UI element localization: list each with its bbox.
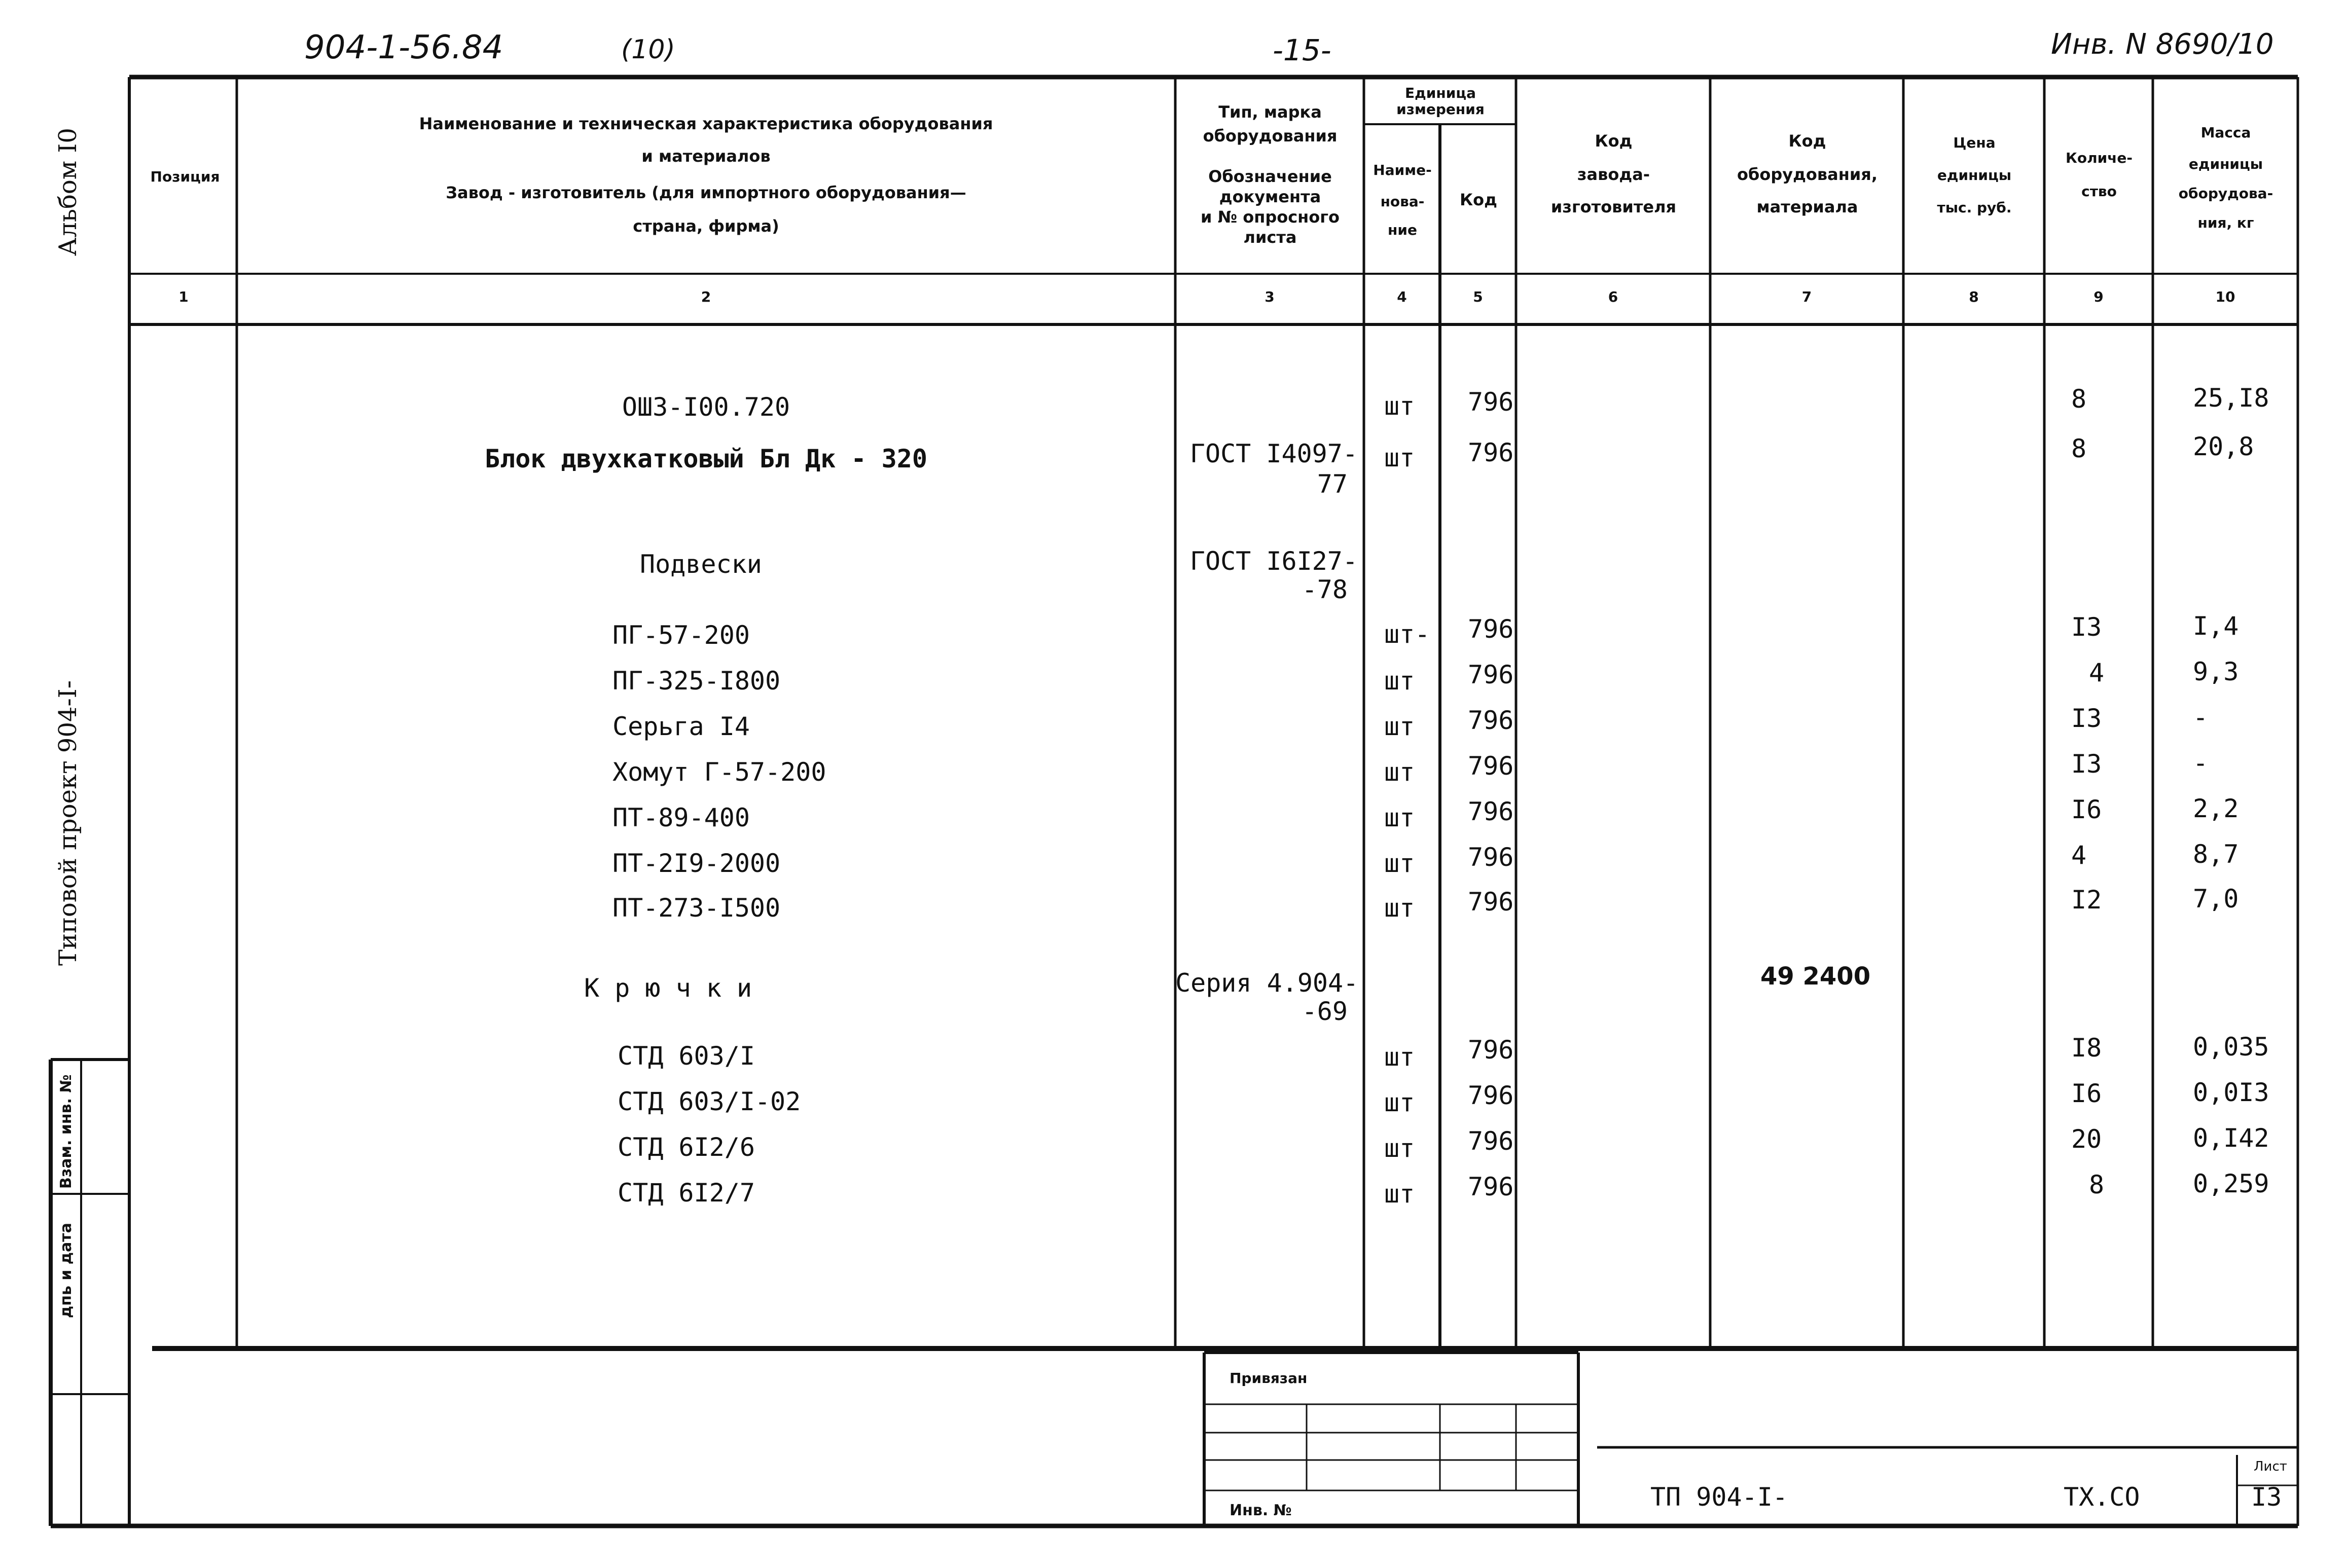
header-unit-name-line2: нова- xyxy=(1380,193,1425,210)
document-number: 904-1-56.84 xyxy=(304,29,503,66)
column-number: 7 xyxy=(1801,288,1812,305)
row-quantity: I3 xyxy=(2071,749,2102,779)
header-unit-name-line3: ние xyxy=(1388,222,1417,238)
footer-section-code: ТХ.СО xyxy=(2064,1482,2140,1512)
row-name: Серьга I4 xyxy=(612,712,750,741)
row-type-cont: -78 xyxy=(1302,575,1348,604)
row-code: 796 xyxy=(1468,797,1514,826)
column-number: 10 xyxy=(2215,288,2235,305)
row-type: ГОСТ I6I27- xyxy=(1189,546,1358,576)
row-name: СТД 6I2/7 xyxy=(618,1178,755,1208)
header-unit-group-line1: Единица xyxy=(1405,85,1476,101)
row-mass: 2,2 xyxy=(2193,794,2239,823)
row-mass: - xyxy=(2193,748,2209,778)
row-name: ОШЗ-I00.720 xyxy=(622,392,790,422)
header-price-line2: единицы xyxy=(1937,167,2012,184)
header-name-line2: и материалов xyxy=(641,147,771,166)
row-mass: 8,7 xyxy=(2193,840,2239,869)
header-name-line3: Завод - изготовитель (для импортного оборудования— xyxy=(446,183,966,202)
row-unit: шт xyxy=(1384,803,1415,832)
header-name-line1: Наименование и техническая характеристика оборудования xyxy=(419,114,993,133)
header-name-line4: страна, фирма) xyxy=(633,216,779,236)
row-code: 796 xyxy=(1468,660,1514,689)
row-name: ПТ-273-I500 xyxy=(612,893,781,923)
row-type: ГОСТ I4097- xyxy=(1189,439,1358,468)
row-code: 796 xyxy=(1468,843,1514,872)
row-unit: шт xyxy=(1384,1179,1415,1209)
row-code: 796 xyxy=(1468,438,1514,467)
row-code: 796 xyxy=(1468,751,1514,781)
header-mass-line4: ния, кг xyxy=(2197,214,2254,231)
column-number: 4 xyxy=(1397,288,1407,305)
page-number: -15- xyxy=(1273,33,1331,67)
row-quantity: 4 xyxy=(2071,841,2087,870)
row-type-cont: -69 xyxy=(1302,997,1348,1026)
header-unit-code: Код xyxy=(1460,190,1497,209)
row-name: Хомут Г-57-200 xyxy=(612,757,826,787)
row-type: Серия 4.904- xyxy=(1175,968,1359,998)
part-number: (10) xyxy=(621,34,675,65)
footer-document-code: ТП 904-I- xyxy=(1650,1482,1788,1512)
row-code: 796 xyxy=(1468,706,1514,735)
header-equipment-code-line3: материала xyxy=(1756,197,1858,216)
row-unit: шт xyxy=(1384,666,1415,696)
row-name: ПТ-89-400 xyxy=(612,803,750,832)
row-quantity: 20 xyxy=(2071,1124,2102,1154)
row-mass: 0,0I3 xyxy=(2193,1078,2269,1107)
row-unit: шт xyxy=(1384,443,1415,472)
header-position: Позиция xyxy=(150,168,220,185)
header-type-line2: оборудования xyxy=(1203,126,1338,145)
project-label: Типовой проект 904-I- xyxy=(54,680,82,966)
header-type-line5: и № опросного xyxy=(1201,207,1340,227)
header-mass-line2: единицы xyxy=(2188,156,2263,172)
header-equipment-code-line2: оборудования, xyxy=(1737,165,1877,184)
row-mass: 0,259 xyxy=(2193,1169,2269,1198)
column-number: 2 xyxy=(701,288,711,305)
row-name: Блок двухкатковый Бл Дк - 320 xyxy=(485,444,927,473)
header-type-line3: Обозначение xyxy=(1208,167,1332,186)
header-price-line3: тыс. руб. xyxy=(1937,199,2012,216)
row-code: 796 xyxy=(1468,1172,1514,1201)
row-code: 796 xyxy=(1468,387,1514,417)
header-price-line1: Цена xyxy=(1953,134,1996,151)
column-number: 6 xyxy=(1608,288,1618,305)
header-type-line6: листа xyxy=(1243,228,1297,247)
row-code: 796 xyxy=(1468,1035,1514,1065)
header-equipment-code-line1: Код xyxy=(1788,131,1826,151)
row-quantity: I8 xyxy=(2071,1033,2102,1063)
row-unit: шт xyxy=(1384,849,1415,878)
row-name: СТД 603/I-02 xyxy=(618,1087,801,1116)
row-type-cont: 77 xyxy=(1317,469,1348,499)
column-number: 1 xyxy=(178,288,189,305)
header-factory-code-line2: завода- xyxy=(1577,165,1650,184)
stamp-replacement-label: Взам. инв. № xyxy=(57,1074,75,1189)
row-code: 796 xyxy=(1468,1126,1514,1156)
row-unit: шт xyxy=(1384,391,1415,421)
row-unit: шт- xyxy=(1384,619,1430,649)
header-quantity-line1: Количе- xyxy=(2065,150,2133,166)
row-name: СТД 603/I xyxy=(618,1041,755,1071)
row-unit: шт xyxy=(1384,1088,1415,1117)
header-mass-line1: Масса xyxy=(2200,124,2251,141)
stamp-signature-label: дпь и дата xyxy=(57,1223,75,1318)
album-label: Альбом I0 xyxy=(54,128,82,256)
row-mass: 0,I42 xyxy=(2193,1123,2269,1153)
row-mass: 9,3 xyxy=(2193,657,2239,686)
footer-sheet-number: I3 xyxy=(2251,1482,2282,1512)
row-quantity: I6 xyxy=(2071,1079,2102,1108)
row-name: ПГ-325-I800 xyxy=(612,666,781,696)
row-mass: 7,0 xyxy=(2193,884,2239,914)
row-quantity: 4 xyxy=(2089,658,2105,687)
row-equipment-code: 49 2400 xyxy=(1760,962,1871,991)
row-code: 796 xyxy=(1468,1081,1514,1110)
row-quantity: I6 xyxy=(2071,795,2102,824)
row-quantity: 8 xyxy=(2071,384,2087,414)
column-number: 3 xyxy=(1265,288,1275,305)
row-name: ПТ-2I9-2000 xyxy=(612,849,781,878)
row-mass: 25,I8 xyxy=(2193,383,2269,413)
row-mass: I,4 xyxy=(2193,611,2239,641)
row-quantity: 8 xyxy=(2071,434,2087,463)
header-type-line1: Тип, марка xyxy=(1218,102,1322,122)
footer-inventory-label: Инв. № xyxy=(1230,1502,1292,1519)
section-heading: К р ю ч к и xyxy=(584,973,752,1003)
header-quantity-line2: ство xyxy=(2081,183,2117,200)
row-mass: 20,8 xyxy=(2193,432,2254,461)
row-unit: шт xyxy=(1384,1042,1415,1072)
header-mass-line3: оборудова- xyxy=(2178,185,2273,202)
row-quantity: 8 xyxy=(2089,1170,2105,1199)
row-quantity: I3 xyxy=(2071,612,2102,642)
row-name: СТД 6I2/6 xyxy=(618,1133,755,1162)
section-heading: Подвески xyxy=(640,550,762,579)
inventory-number: Инв. N 8690/10 xyxy=(2051,28,2274,61)
column-number: 5 xyxy=(1473,288,1483,305)
header-unit-name-line1: Наиме- xyxy=(1373,162,1432,178)
row-mass: 0,035 xyxy=(2193,1032,2269,1062)
header-factory-code-line3: изготовителя xyxy=(1550,197,1677,216)
row-name: ПГ-57-200 xyxy=(612,621,750,650)
row-code: 796 xyxy=(1468,887,1514,917)
footer-sheet-label: Лист xyxy=(2254,1459,2287,1474)
column-number: 8 xyxy=(1969,288,1979,305)
row-unit: шт xyxy=(1384,1134,1415,1163)
column-number: 9 xyxy=(2093,288,2104,305)
row-code: 796 xyxy=(1468,614,1514,644)
header-factory-code-line1: Код xyxy=(1595,131,1633,151)
row-quantity: I3 xyxy=(2071,704,2102,733)
row-unit: шт xyxy=(1384,893,1415,923)
row-mass: - xyxy=(2193,703,2209,732)
row-unit: шт xyxy=(1384,712,1415,741)
header-type-line4: документа xyxy=(1219,187,1321,206)
row-quantity: I2 xyxy=(2071,885,2102,915)
footer-privyazan: Привязан xyxy=(1230,1370,1308,1387)
row-unit: шт xyxy=(1384,757,1415,787)
header-unit-group-line2: измерения xyxy=(1396,101,1485,118)
